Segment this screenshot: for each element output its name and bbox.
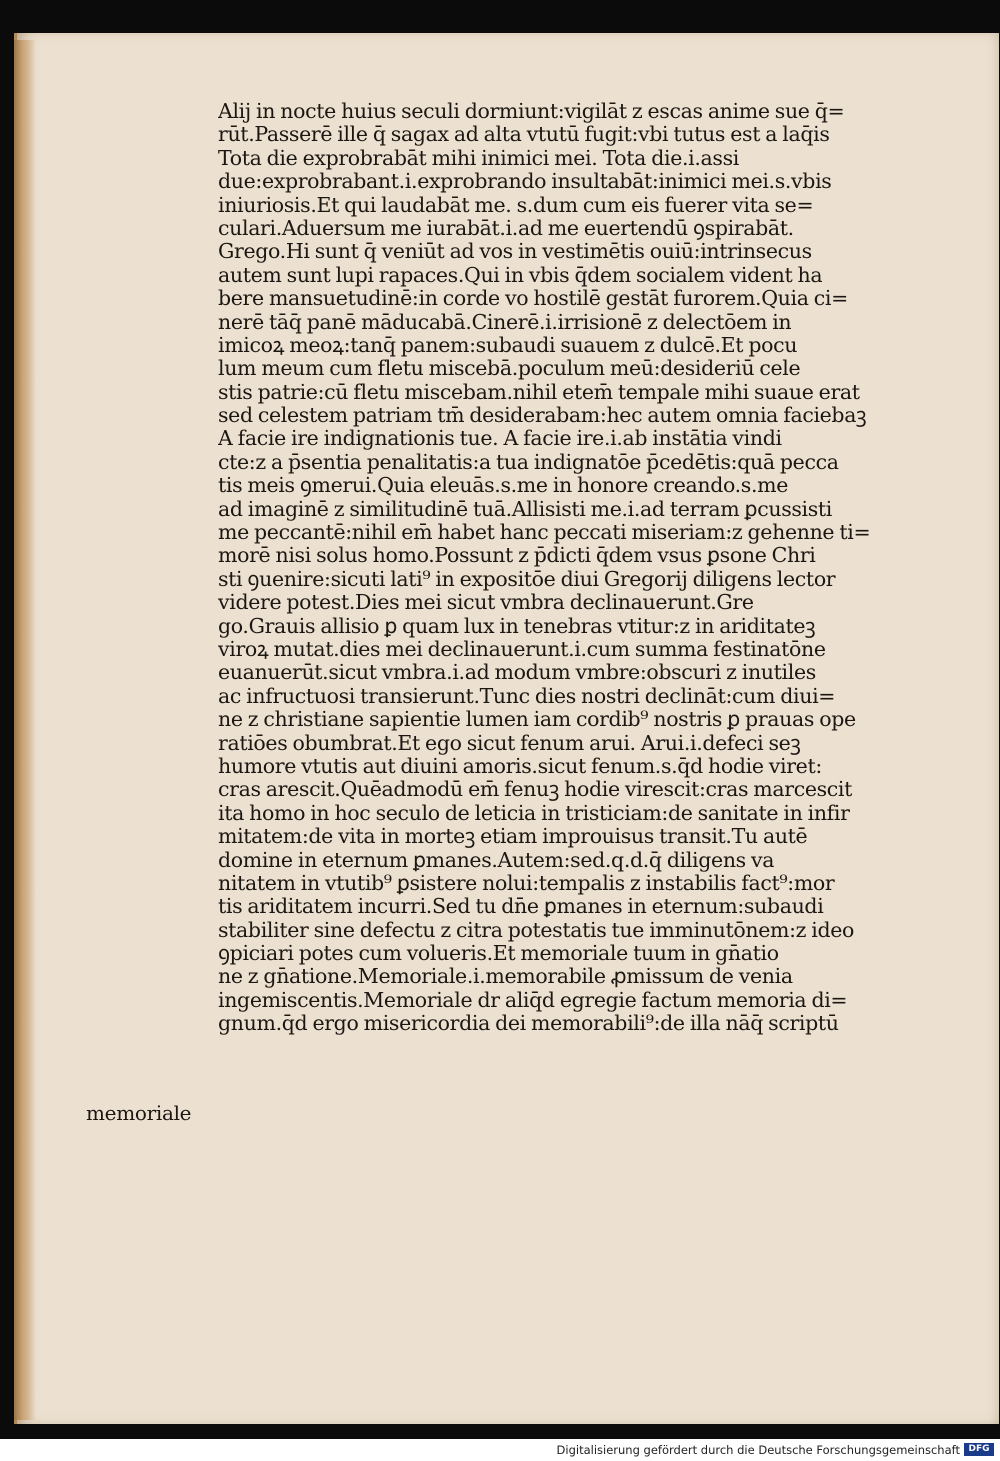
text-line: rūt.Passerē ille q̄ sagax ad alta vtutū fugit:vbi tutus est a laq̄is <box>218 123 830 147</box>
text-line: humore vtutis aut diuini amoris.sicut fenum.s.q̄d hodie viret: <box>218 754 822 778</box>
text-line: bere mansuetudinē:in corde vo hostilē gestāt furorem.Quia ci= <box>218 287 848 311</box>
text-line: ꝯpiciari potes cum volueris.Et memoriale tuum in gn̄atio <box>218 942 779 966</box>
text-line: morē nisi solus homo.Possunt z p̄dicti q̄dem vsus ꝑsone Chri <box>218 544 816 568</box>
text-line: gnum.q̄d ergo misericordia dei memorabili⁹:de illa nāq̄ scriptū <box>218 1012 839 1036</box>
text-line: ratiōes obumbrat̄.Et ego sicut fenum arui. Arui.i.defeci seꝫ <box>218 731 801 755</box>
footer-credit: Digitalisierung gefördert durch die Deutsche Forschungsgemeinschaft <box>556 1443 960 1457</box>
text-line: go.Grauis allisio ꝑ quam lux in tenebras vtitur:z in ariditateꝫ <box>218 614 816 638</box>
text-line: culari.Aduersum me iurabāt.i.ad me euertendū ꝯspirabāt. <box>218 216 794 240</box>
text-line: nitatem in vtutib⁹ ꝑsistere nolui:tempalis z instabilis fact⁹:mor <box>218 871 835 895</box>
text-line: mitatem:de vita in morteꝫ etiam improuisus transit.Tu autē <box>218 825 808 849</box>
text-line: due:exprobrabant.i.exprobrando insultabāt:inimici mei.s.vbis <box>218 170 832 194</box>
text-line: tis meis ꝯmerui.Quia eleuās.s.me in honore creando.s.me <box>218 474 789 498</box>
main-text-column <box>218 100 888 1036</box>
text-line: viroꝝ mutat̄.dies mei declinauerunt.i.cum summa festinatōne <box>218 637 826 661</box>
text-line: Tota die exprobrabāt mihi inimici mei. Tota die.i.assi <box>218 146 739 170</box>
text-line: euanuerūt.sicut vmbra.i.ad modum vmbre:obscuri z inutiles <box>218 661 816 685</box>
text-line: lum meum cum fletu miscebā.poculum meū:desideriū cele <box>218 357 801 381</box>
text-line: stabiliter sine defectu z citra potestatis tue imminutōnem:z ideo <box>218 918 855 942</box>
text-line: iniuriosis.Et qui laudabāt me. s.dum cum eis fuerer vita se= <box>218 193 814 217</box>
dfg-logo: DFG <box>964 1443 994 1456</box>
text-line: autem sunt lupi rapaces.Qui in vbis q̄dem socialem vident ha <box>218 263 823 287</box>
text-line: me peccantē:nihil em̄ habet hanc peccati miseriam:z gehenne ti= <box>218 521 871 545</box>
text-line: A facie ire indignationis tue. A facie ire.i.ab instātia vindi <box>218 427 782 451</box>
text-line: ad imaginē z similitudinē tuā.Allisisti me.i.ad terram ꝑcussisti <box>218 497 833 521</box>
text-line: ne z christiane sapientie lumen iam cordib⁹ nostris ꝑ prauas ope <box>218 708 856 732</box>
marginal-note: memoriale <box>86 1101 192 1125</box>
text-line: Grego.Hi sunt q̄ veniūt ad vos in vestimētis ouiū:intrinsecus <box>218 240 812 264</box>
text-line: sed celestem patriam tm̄ desiderabam:hec autem omnia faciebaꝫ <box>218 404 867 428</box>
footer-bar <box>0 1439 1000 1461</box>
text-line: Alij in nocte huius seculi dormiunt:vigilāt z escas anime sue q̄= <box>218 100 845 123</box>
text-line: cte:z a p̄sentia penalitatis:a tua indignatōe p̄cedētis:quā pecca <box>218 450 839 474</box>
text-line: imicoꝝ meoꝝ:tanq̄ panem:subaudi suauem z dulcē.Et pocu <box>218 333 798 357</box>
text-line: nerē tāq̄ panē māducabā.Cinerē.i.irrisionē z delectōem in <box>218 310 792 334</box>
text-line: cras arescit.Quēadmodū em̄ fenuꝫ hodie virescit:cras marcescit <box>218 778 853 802</box>
text-line: stis patrie:cū fletu miscebam.nihil etem̄ tempale mihi suaue erat <box>218 380 860 404</box>
text-line: ingemiscentis.Memoriale d̄r aliq̄d egregie factum memoria di= <box>218 988 848 1012</box>
text-line: sti ꝯuenire:sicuti lati⁹ in expositōe diui Gregorij diligens lector <box>218 567 836 591</box>
text-line: ne z gn̄atione.Memoriale.i.memorabile ꝓmissum de venia <box>218 965 793 989</box>
text-line: ac infructuosi transierunt.Tunc dies nostri declināt:cum diui= <box>218 684 836 708</box>
text-line: ita homo in hoc seculo de leticia in tristiciam:de sanitate in infir <box>218 801 850 825</box>
text-line: tis ariditatem incurri.Sed tu dn̄e ꝑmanes in eternum:subaudi <box>218 895 824 919</box>
page-gutter <box>14 40 36 1420</box>
text-line: domine in eternum ꝑmanes.Autem:sed.q.d.q̄ diligens va <box>218 848 775 872</box>
text-line: videre potest.Dies mei sicut vmbra declinauerunt.Gre <box>218 591 754 615</box>
